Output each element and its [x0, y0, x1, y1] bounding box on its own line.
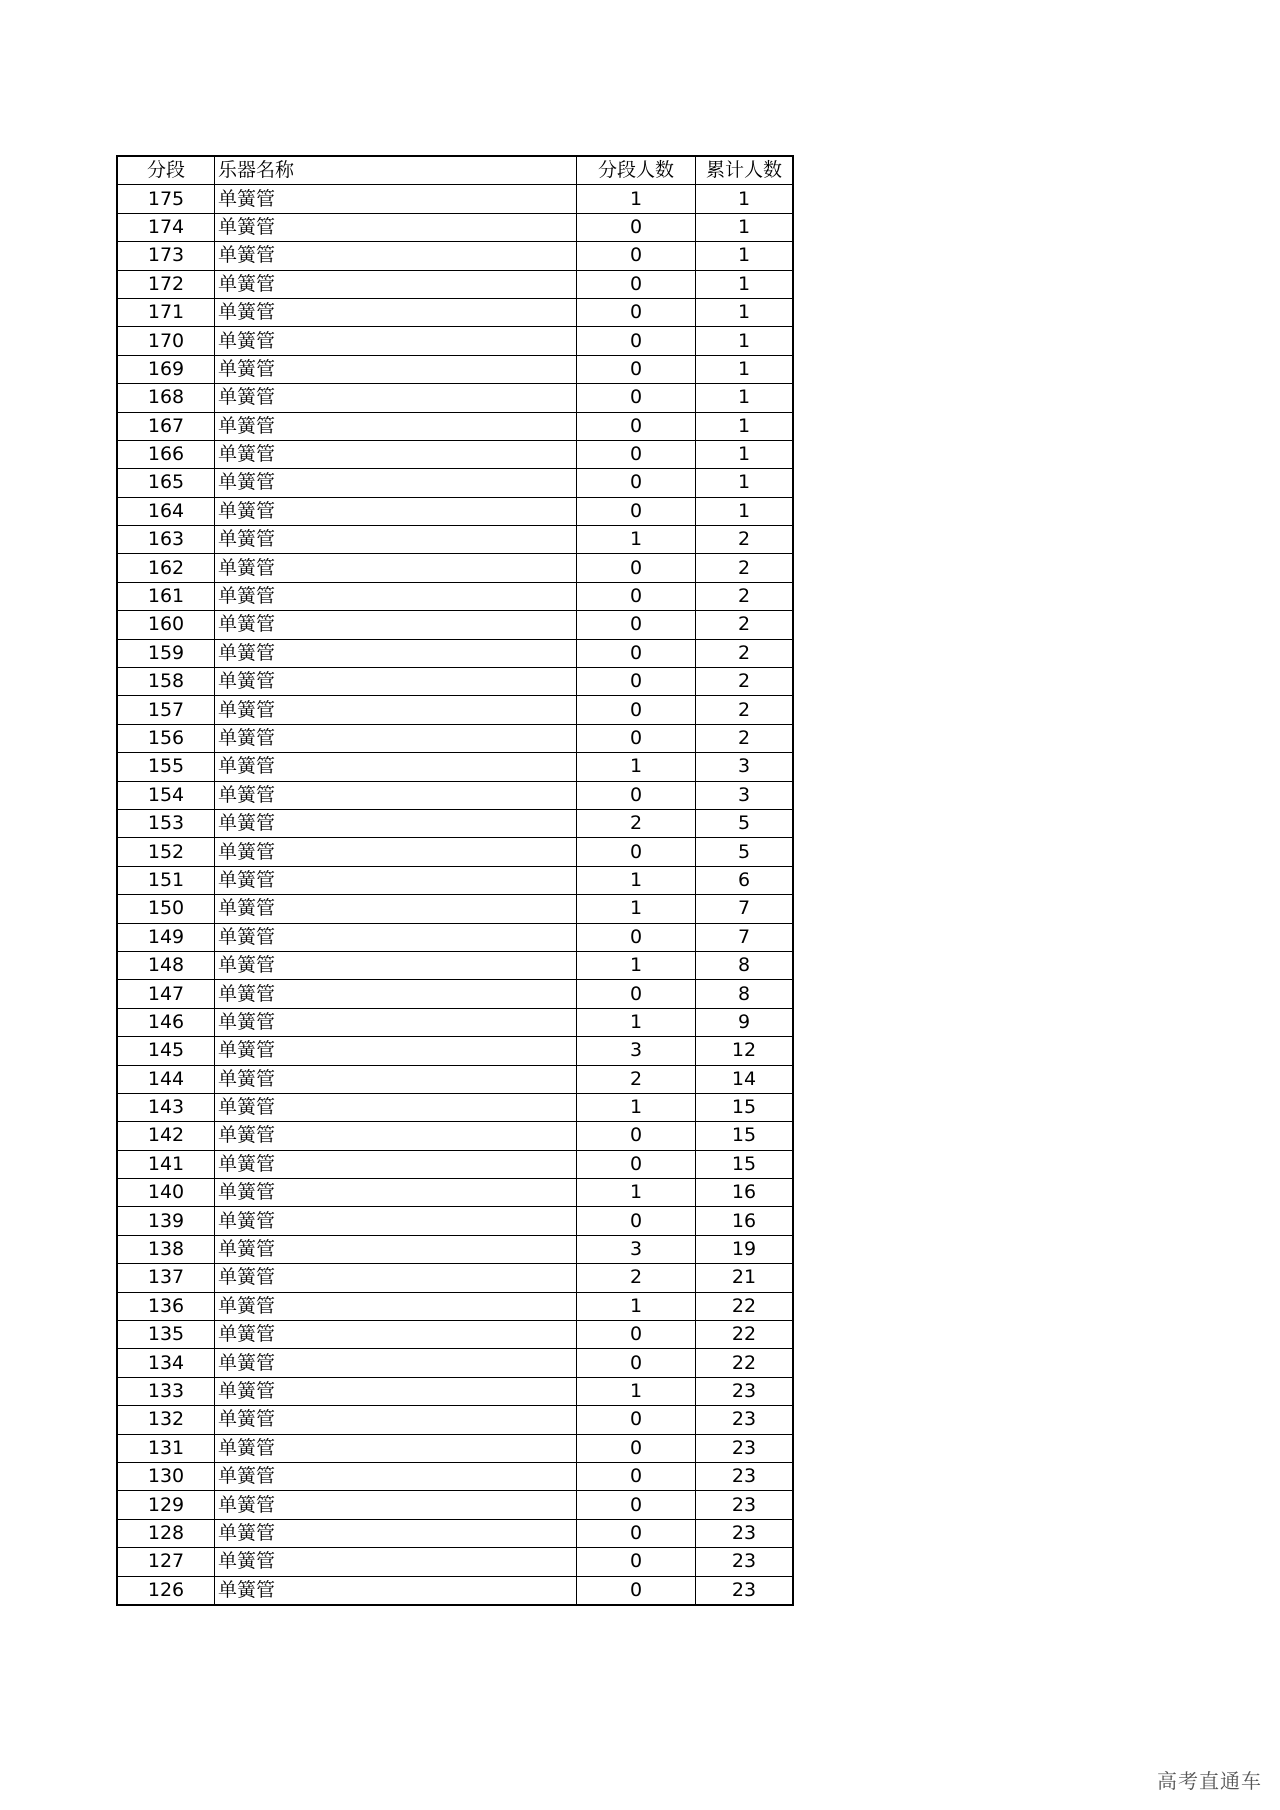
table-row	[117, 1122, 793, 1150]
cell-instrument-name: 单簧管	[215, 781, 577, 809]
cell-cumulative-count: 9	[696, 1008, 794, 1036]
cell-segment-count: 2	[577, 1065, 696, 1093]
cell-cumulative-count: 8	[696, 980, 794, 1008]
cell-score-segment: 172	[117, 270, 215, 298]
cell-instrument-name: 单簧管	[215, 1292, 577, 1320]
table-row	[117, 1406, 793, 1434]
cell-score-segment: 161	[117, 582, 215, 610]
cell-instrument-name: 单簧管	[215, 526, 577, 554]
cell-segment-count: 0	[577, 469, 696, 497]
cell-score-segment: 153	[117, 809, 215, 837]
cell-instrument-name: 单簧管	[215, 1349, 577, 1377]
cell-instrument-name: 单簧管	[215, 440, 577, 468]
cell-score-segment: 174	[117, 213, 215, 241]
table-row	[117, 1576, 793, 1605]
cell-instrument-name: 单簧管	[215, 895, 577, 923]
cell-instrument-name: 单簧管	[215, 639, 577, 667]
cell-cumulative-count: 23	[696, 1548, 794, 1576]
cell-cumulative-count: 23	[696, 1377, 794, 1405]
cell-cumulative-count: 2	[696, 696, 794, 724]
cell-score-segment: 164	[117, 497, 215, 525]
cell-cumulative-count: 1	[696, 440, 794, 468]
cell-score-segment: 133	[117, 1377, 215, 1405]
cell-instrument-name: 单簧管	[215, 696, 577, 724]
table-row	[117, 809, 793, 837]
cell-segment-count: 1	[577, 866, 696, 894]
table-row	[117, 1491, 793, 1519]
cell-cumulative-count: 15	[696, 1150, 794, 1178]
cell-instrument-name: 单簧管	[215, 582, 577, 610]
cell-instrument-name: 单簧管	[215, 980, 577, 1008]
cell-score-segment: 132	[117, 1406, 215, 1434]
table-row	[117, 696, 793, 724]
cell-score-segment: 159	[117, 639, 215, 667]
cell-instrument-name: 单簧管	[215, 1093, 577, 1121]
cell-cumulative-count: 1	[696, 298, 794, 326]
table-row	[117, 554, 793, 582]
cell-segment-count: 0	[577, 1434, 696, 1462]
header-instrument-name: 乐器名称	[215, 156, 577, 185]
cell-instrument-name: 单簧管	[215, 923, 577, 951]
cell-cumulative-count: 22	[696, 1349, 794, 1377]
cell-score-segment: 149	[117, 923, 215, 951]
cell-cumulative-count: 7	[696, 895, 794, 923]
cell-segment-count: 1	[577, 1008, 696, 1036]
cell-cumulative-count: 14	[696, 1065, 794, 1093]
cell-cumulative-count: 5	[696, 809, 794, 837]
cell-score-segment: 168	[117, 384, 215, 412]
cell-cumulative-count: 21	[696, 1264, 794, 1292]
cell-instrument-name: 单簧管	[215, 1179, 577, 1207]
cell-score-segment: 152	[117, 838, 215, 866]
table-row	[117, 1519, 793, 1547]
cell-segment-count: 1	[577, 895, 696, 923]
cell-cumulative-count: 16	[696, 1207, 794, 1235]
cell-segment-count: 3	[577, 1037, 696, 1065]
cell-segment-count: 0	[577, 412, 696, 440]
cell-segment-count: 0	[577, 1491, 696, 1519]
score-table	[116, 155, 794, 1606]
cell-segment-count: 0	[577, 298, 696, 326]
cell-instrument-name: 单簧管	[215, 554, 577, 582]
cell-segment-count: 0	[577, 327, 696, 355]
table-row	[117, 185, 793, 213]
table-row	[117, 866, 793, 894]
cell-segment-count: 0	[577, 384, 696, 412]
cell-score-segment: 166	[117, 440, 215, 468]
table-row	[117, 1008, 793, 1036]
cell-cumulative-count: 23	[696, 1519, 794, 1547]
cell-segment-count: 0	[577, 724, 696, 752]
cell-segment-count: 0	[577, 1207, 696, 1235]
cell-instrument-name: 单簧管	[215, 1235, 577, 1263]
table-row	[117, 355, 793, 383]
cell-segment-count: 0	[577, 838, 696, 866]
cell-cumulative-count: 2	[696, 582, 794, 610]
cell-segment-count: 2	[577, 809, 696, 837]
cell-cumulative-count: 23	[696, 1406, 794, 1434]
table-row	[117, 1235, 793, 1263]
cell-score-segment: 127	[117, 1548, 215, 1576]
cell-instrument-name: 单簧管	[215, 838, 577, 866]
table-row	[117, 1548, 793, 1576]
cell-score-segment: 147	[117, 980, 215, 1008]
cell-instrument-name: 单簧管	[215, 1207, 577, 1235]
cell-segment-count: 0	[577, 554, 696, 582]
table-row	[117, 724, 793, 752]
cell-score-segment: 160	[117, 611, 215, 639]
cell-cumulative-count: 12	[696, 1037, 794, 1065]
table-row	[117, 1434, 793, 1462]
cell-instrument-name: 单簧管	[215, 1037, 577, 1065]
cell-score-segment: 162	[117, 554, 215, 582]
cell-cumulative-count: 23	[696, 1462, 794, 1490]
cell-segment-count: 0	[577, 781, 696, 809]
cell-cumulative-count: 1	[696, 270, 794, 298]
cell-segment-count: 1	[577, 526, 696, 554]
table-row	[117, 242, 793, 270]
cell-cumulative-count: 2	[696, 554, 794, 582]
table-row	[117, 582, 793, 610]
cell-cumulative-count: 8	[696, 951, 794, 979]
table-row	[117, 781, 793, 809]
cell-segment-count: 0	[577, 582, 696, 610]
cell-score-segment: 156	[117, 724, 215, 752]
cell-instrument-name: 单簧管	[215, 298, 577, 326]
cell-score-segment: 135	[117, 1321, 215, 1349]
cell-score-segment: 175	[117, 185, 215, 213]
cell-score-segment: 155	[117, 753, 215, 781]
table-row	[117, 1093, 793, 1121]
cell-segment-count: 1	[577, 185, 696, 213]
cell-segment-count: 0	[577, 980, 696, 1008]
cell-score-segment: 137	[117, 1264, 215, 1292]
cell-score-segment: 165	[117, 469, 215, 497]
cell-segment-count: 1	[577, 1377, 696, 1405]
cell-cumulative-count: 22	[696, 1292, 794, 1320]
cell-instrument-name: 单簧管	[215, 866, 577, 894]
table-row	[117, 412, 793, 440]
table-row	[117, 469, 793, 497]
cell-cumulative-count: 6	[696, 866, 794, 894]
cell-cumulative-count: 5	[696, 838, 794, 866]
cell-segment-count: 1	[577, 753, 696, 781]
table-row	[117, 668, 793, 696]
header-score-segment: 分段	[117, 156, 215, 185]
table-row	[117, 1179, 793, 1207]
cell-cumulative-count: 2	[696, 611, 794, 639]
cell-instrument-name: 单簧管	[215, 469, 577, 497]
cell-score-segment: 141	[117, 1150, 215, 1178]
cell-instrument-name: 单簧管	[215, 185, 577, 213]
cell-segment-count: 1	[577, 951, 696, 979]
cell-instrument-name: 单簧管	[215, 270, 577, 298]
cell-instrument-name: 单簧管	[215, 668, 577, 696]
cell-score-segment: 139	[117, 1207, 215, 1235]
cell-score-segment: 129	[117, 1491, 215, 1519]
cell-instrument-name: 单簧管	[215, 1406, 577, 1434]
cell-cumulative-count: 1	[696, 384, 794, 412]
cell-cumulative-count: 1	[696, 412, 794, 440]
cell-score-segment: 126	[117, 1576, 215, 1605]
cell-cumulative-count: 1	[696, 185, 794, 213]
table-row	[117, 1065, 793, 1093]
cell-score-segment: 158	[117, 668, 215, 696]
cell-instrument-name: 单簧管	[215, 355, 577, 383]
cell-score-segment: 138	[117, 1235, 215, 1263]
header-segment-count: 分段人数	[577, 156, 696, 185]
table-row	[117, 497, 793, 525]
cell-instrument-name: 单簧管	[215, 1377, 577, 1405]
cell-score-segment: 173	[117, 242, 215, 270]
cell-segment-count: 0	[577, 270, 696, 298]
cell-segment-count: 0	[577, 1321, 696, 1349]
table-row	[117, 1462, 793, 1490]
cell-score-segment: 144	[117, 1065, 215, 1093]
cell-instrument-name: 单簧管	[215, 242, 577, 270]
table-row	[117, 951, 793, 979]
table-row	[117, 895, 793, 923]
cell-cumulative-count: 23	[696, 1434, 794, 1462]
cell-cumulative-count: 2	[696, 639, 794, 667]
cell-instrument-name: 单簧管	[215, 412, 577, 440]
table-row	[117, 639, 793, 667]
cell-cumulative-count: 1	[696, 355, 794, 383]
cell-instrument-name: 单簧管	[215, 213, 577, 241]
table-row	[117, 327, 793, 355]
cell-segment-count: 0	[577, 355, 696, 383]
cell-segment-count: 0	[577, 1150, 696, 1178]
cell-segment-count: 0	[577, 440, 696, 468]
cell-score-segment: 143	[117, 1093, 215, 1121]
table-row	[117, 526, 793, 554]
cell-score-segment: 167	[117, 412, 215, 440]
table-row	[117, 298, 793, 326]
table-row	[117, 923, 793, 951]
cell-instrument-name: 单簧管	[215, 1008, 577, 1036]
cell-segment-count: 2	[577, 1264, 696, 1292]
cell-instrument-name: 单簧管	[215, 724, 577, 752]
cell-score-segment: 140	[117, 1179, 215, 1207]
cell-score-segment: 171	[117, 298, 215, 326]
cell-cumulative-count: 2	[696, 724, 794, 752]
cell-score-segment: 169	[117, 355, 215, 383]
table-row	[117, 440, 793, 468]
cell-segment-count: 3	[577, 1235, 696, 1263]
cell-cumulative-count: 1	[696, 497, 794, 525]
table-body	[117, 185, 793, 1605]
cell-segment-count: 0	[577, 696, 696, 724]
cell-cumulative-count: 1	[696, 327, 794, 355]
cell-cumulative-count: 1	[696, 213, 794, 241]
cell-segment-count: 0	[577, 213, 696, 241]
cell-instrument-name: 单簧管	[215, 611, 577, 639]
cell-instrument-name: 单簧管	[215, 809, 577, 837]
cell-segment-count: 0	[577, 1519, 696, 1547]
cell-instrument-name: 单簧管	[215, 1434, 577, 1462]
cell-score-segment: 148	[117, 951, 215, 979]
cell-instrument-name: 单簧管	[215, 1321, 577, 1349]
cell-segment-count: 0	[577, 923, 696, 951]
table-row	[117, 753, 793, 781]
cell-score-segment: 134	[117, 1349, 215, 1377]
cell-score-segment: 163	[117, 526, 215, 554]
cell-instrument-name: 单簧管	[215, 327, 577, 355]
cell-score-segment: 131	[117, 1434, 215, 1462]
cell-instrument-name: 单簧管	[215, 1519, 577, 1547]
cell-instrument-name: 单簧管	[215, 1150, 577, 1178]
table-row	[117, 213, 793, 241]
table-row	[117, 611, 793, 639]
table-row	[117, 1264, 793, 1292]
table-row	[117, 1150, 793, 1178]
cell-segment-count: 0	[577, 1122, 696, 1150]
cell-cumulative-count: 15	[696, 1122, 794, 1150]
cell-segment-count: 0	[577, 1576, 696, 1605]
table-row	[117, 1037, 793, 1065]
cell-segment-count: 1	[577, 1093, 696, 1121]
cell-instrument-name: 单簧管	[215, 1491, 577, 1519]
cell-segment-count: 0	[577, 611, 696, 639]
cell-segment-count: 0	[577, 639, 696, 667]
cell-segment-count: 0	[577, 1462, 696, 1490]
cell-score-segment: 170	[117, 327, 215, 355]
cell-cumulative-count: 16	[696, 1179, 794, 1207]
cell-segment-count: 0	[577, 668, 696, 696]
cell-score-segment: 136	[117, 1292, 215, 1320]
table-header	[117, 156, 793, 185]
cell-cumulative-count: 7	[696, 923, 794, 951]
cell-score-segment: 142	[117, 1122, 215, 1150]
cell-instrument-name: 单簧管	[215, 1122, 577, 1150]
table-row	[117, 1349, 793, 1377]
cell-instrument-name: 单簧管	[215, 1462, 577, 1490]
cell-instrument-name: 单簧管	[215, 1548, 577, 1576]
cell-instrument-name: 单簧管	[215, 384, 577, 412]
cell-segment-count: 0	[577, 242, 696, 270]
cell-cumulative-count: 23	[696, 1491, 794, 1519]
table-row	[117, 384, 793, 412]
cell-cumulative-count: 23	[696, 1576, 794, 1605]
cell-score-segment: 128	[117, 1519, 215, 1547]
table-row	[117, 980, 793, 1008]
table-row	[117, 270, 793, 298]
cell-cumulative-count: 3	[696, 781, 794, 809]
cell-instrument-name: 单簧管	[215, 1576, 577, 1605]
cell-instrument-name: 单簧管	[215, 951, 577, 979]
watermark-text: 高考直通车	[1157, 1769, 1262, 1793]
cell-cumulative-count: 19	[696, 1235, 794, 1263]
table-row	[117, 838, 793, 866]
cell-segment-count: 0	[577, 1406, 696, 1434]
cell-cumulative-count: 3	[696, 753, 794, 781]
cell-score-segment: 150	[117, 895, 215, 923]
cell-score-segment: 146	[117, 1008, 215, 1036]
header-cumulative-count: 累计人数	[696, 156, 794, 185]
cell-segment-count: 1	[577, 1179, 696, 1207]
cell-segment-count: 0	[577, 497, 696, 525]
cell-instrument-name: 单簧管	[215, 753, 577, 781]
cell-segment-count: 0	[577, 1548, 696, 1576]
cell-cumulative-count: 15	[696, 1093, 794, 1121]
cell-score-segment: 151	[117, 866, 215, 894]
header-row	[117, 156, 793, 185]
cell-cumulative-count: 1	[696, 469, 794, 497]
cell-segment-count: 1	[577, 1292, 696, 1320]
cell-score-segment: 145	[117, 1037, 215, 1065]
table-row	[117, 1321, 793, 1349]
table-row	[117, 1377, 793, 1405]
cell-instrument-name: 单簧管	[215, 1065, 577, 1093]
table-row	[117, 1292, 793, 1320]
cell-cumulative-count: 2	[696, 526, 794, 554]
cell-segment-count: 0	[577, 1349, 696, 1377]
cell-cumulative-count: 1	[696, 242, 794, 270]
cell-instrument-name: 单簧管	[215, 1264, 577, 1292]
cell-score-segment: 130	[117, 1462, 215, 1490]
cell-cumulative-count: 2	[696, 668, 794, 696]
cell-instrument-name: 单簧管	[215, 497, 577, 525]
cell-score-segment: 154	[117, 781, 215, 809]
table-row	[117, 1207, 793, 1235]
cell-score-segment: 157	[117, 696, 215, 724]
cell-cumulative-count: 22	[696, 1321, 794, 1349]
